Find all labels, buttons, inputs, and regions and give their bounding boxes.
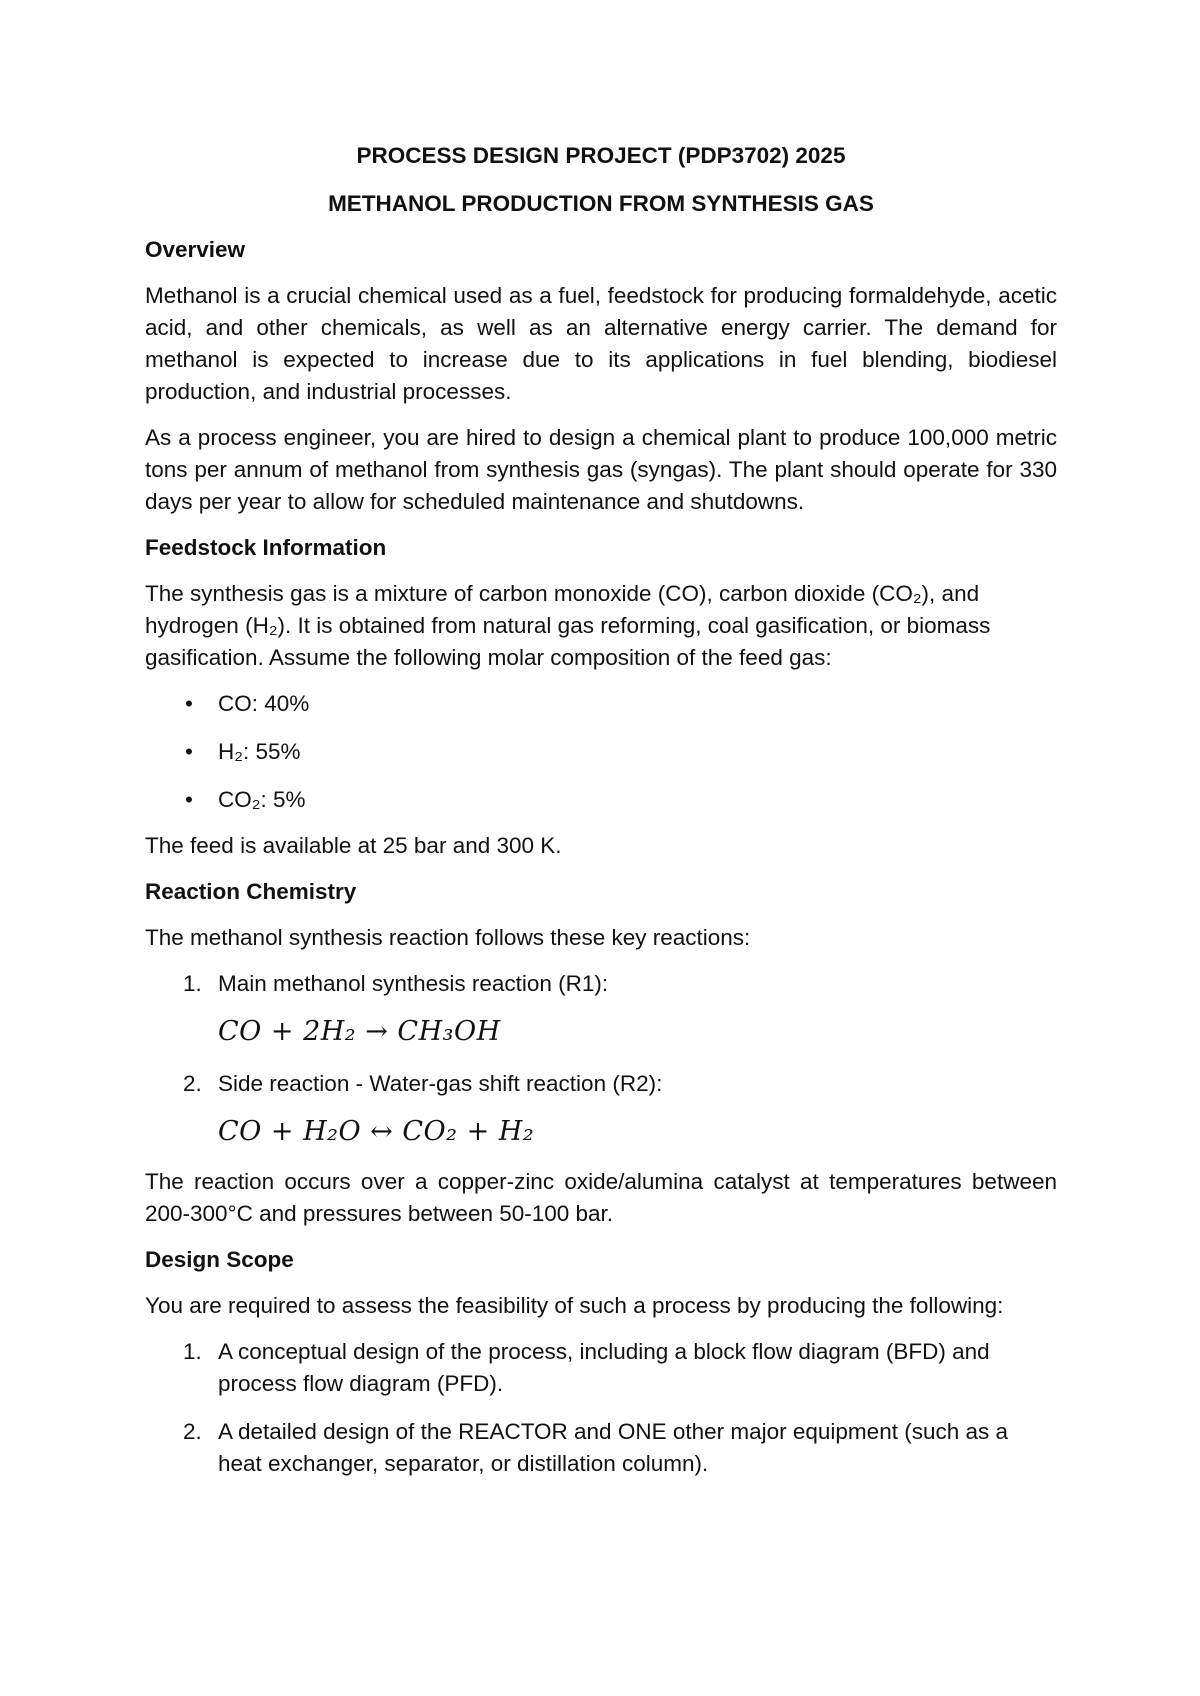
list-number: 2. <box>183 1071 202 1096</box>
list-item <box>145 968 1057 1052</box>
bullet-icon: • <box>185 691 193 716</box>
list-item <box>145 736 1057 768</box>
reaction-intro: The methanol synthesis reaction follows these key reactions: <box>145 925 751 950</box>
document-page <box>145 140 1057 1480</box>
scope-item-conceptual-design: A conceptual design of the process, including a block flow diagram (BFD) and process flow diagram (PFD). <box>218 1339 990 1396</box>
feedstock-paragraph-1: The synthesis gas is a mixture of carbon monoxide (CO), carbon dioxide (CO₂), and hydrogen (H₂). It is obtained from natural gas reforming, coal gasification, or biomass gasification. Assume the following molar composition of the feed gas: <box>145 581 991 670</box>
document-title: PROCESS DESIGN PROJECT (PDP3702) 2025 <box>356 143 846 168</box>
feedstock-paragraph-2: The feed is available at 25 bar and 300 K. <box>145 833 562 858</box>
list-item <box>145 1336 1057 1400</box>
feedstock-heading: Feedstock Information <box>145 535 387 560</box>
reaction-heading: Reaction Chemistry <box>145 879 357 904</box>
list-item <box>145 688 1057 720</box>
document-subtitle: METHANOL PRODUCTION FROM SYNTHESIS GAS <box>328 191 874 216</box>
list-number: 1. <box>183 1339 202 1364</box>
composition-item-h2: H₂: 55% <box>218 739 301 764</box>
composition-item-co2: CO₂: 5% <box>218 787 306 812</box>
overview-paragraph-1: Methanol is a crucial chemical used as a fuel, feedstock for producing formaldehyde, acetic acid, and other chemicals, as well as an alternative energy carrier. The demand for methanol is expected to increase due to its applications in fuel blending, biodiesel production, and industrial processes. <box>145 283 1057 404</box>
reaction-list <box>145 968 1057 1152</box>
reaction-label-r2: Side reaction - Water-gas shift reaction (R2): <box>218 1071 663 1096</box>
equation-r2: CO + H₂O ↔ CO₂ + H₂ <box>218 1116 535 1147</box>
composition-item-co: CO: 40% <box>218 691 310 716</box>
list-number: 2. <box>183 1419 202 1444</box>
equation-r1: CO + 2H₂ → CH₃OH <box>218 1016 501 1047</box>
bullet-icon: • <box>185 787 193 812</box>
bullet-icon: • <box>185 739 193 764</box>
scope-intro: You are required to assess the feasibility of such a process by producing the following: <box>145 1293 1004 1318</box>
scope-list <box>145 1336 1057 1480</box>
list-item <box>145 1416 1057 1480</box>
list-item <box>145 1068 1057 1152</box>
overview-heading: Overview <box>145 237 246 262</box>
overview-paragraph-2: As a process engineer, you are hired to design a chemical plant to produce 100,000 metric tons per annum of methanol from synthesis gas (syngas). The plant should operate for 330 days per year to allow for scheduled maintenance and shutdowns. <box>145 425 1057 514</box>
feed-composition-list <box>145 688 1057 816</box>
scope-heading: Design Scope <box>145 1247 294 1272</box>
reaction-label-r1: Main methanol synthesis reaction (R1): <box>218 971 609 996</box>
scope-item-detailed-design: A detailed design of the REACTOR and ONE other major equipment (such as a heat exchanger, separator, or distillation column). <box>218 1419 1009 1476</box>
list-item <box>145 784 1057 816</box>
list-number: 1. <box>183 971 202 996</box>
reaction-conditions: The reaction occurs over a copper-zinc oxide/alumina catalyst at temperatures between 200-300°C and pressures between 50-100 bar. <box>145 1169 1057 1226</box>
